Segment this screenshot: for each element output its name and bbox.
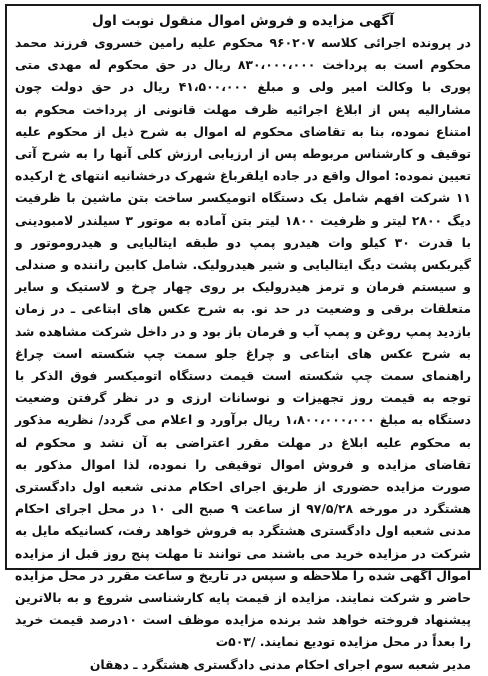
notice-body: در پرونده اجرائی کلاسه ۹۶۰۲۰۷ محکوم علیه رامین خسروی فرزند محمد محکوم است به پرداخت ۸۳۰،۰۰۰،۰۰۰ ریال در حق محکوم له مهدی متی پوری با وکالت امیر ولی و مبلغ ۴۱،۵۰۰،۰۰۰ ریال در حق دولت چون مشارالیه پس از ابلاغ اجرائیه ظرف مهلت قانونی از پرداخت محکوم به امتناع نموده، بنا به تقاضای محکوم له اموال به شرح ذیل از محکوم علیه توقیف و کارشناس مربوطه پس از ارزیابی ارزش کلی آنها را به شرح آتی تعیین نموده: اموال واقع در جاده ایلقرباغ شهرک درخشانیه انتهای خ ارکیده ۱۱ شرکت افهم شامل یک دستگاه اتومیکسر ساخت بتن ماشین با ظرفیت دیگ ۲۸۰۰ لیتر و ظرفیت ۱۸۰۰ لیتر بتن آماده به موتور ۳ سیلندر لامبودینی با قدرت ۳۰ کیلو وات هیدرو پمپ دو طبقه ایتالیایی و هیدروموتور و گیربکس پشت دیگ ایتالیایی و شیر هیدرولیک. شامل کابین راننده و صندلی و سیستم فرمان و ترمز هیدرولیک بر روی چهار چرخ و لاستیک و سایر متعلقات برقی و وضعیت در حد نو. به شرح عکس های ابتاعی ـ در زمان بازدید پمپ روغن و پمپ آب و فرمان باز بود و در داخل شرکت مشاهده شد به شرح عکس های ابتاعی و چراغ جلو سمت چپ شکسته است چراغ راهنمای سمت چپ شکسته است قیمت دستگاه اتومیکسر فوق الذکر با توجه به قیمت روز تجهیزات و نوسانات ارزی و در نظر گرفتن وضعیت دستگاه به مبلغ ۱،۸۰۰،۰۰۰،۰۰۰ ریال برآورد و اعلام می گردد/ نظریه مذکور به محکوم علیه ابلاغ در مهلت مقرر اعتراضی به آن نشد و محکوم له تقاضای مزایده و فروش اموال توقیفی را نموده، لذا اموال مذکور به صورت مزایده حضوری از طریق اجرای احکام مدنی شعبه اول دادگستری هشتگرد در مورخه ۹۷/۵/۲۸ از ساعت ۹ صبح الی ۱۰ در محل اجرای احکام مدنی شعبه اول دادگستری هشتگرد به فروش خواهد رفت، کسانیکه مایل به شرکت در مزایده خرید می باشند می توانند تا مهلت پنج روز قبل از مزایده اموال آگهی شده را ملاحظه و سپس در تاریخ و ساعت مقرر در محل مزایده حاضر و شرکت نمایند. مزایده از قیمت پایه کارشناسی شروع و به بالاترین پیشنهاد فروخته خواهد شد برنده مزایده موظف است ۱۰درصد قیمت خرید را بعداً در محل مزایده تودیع نمایند. /۵۰۳ت — [15, 35, 472, 650]
notice-signature: مدیر شعبه سوم اجرای احکام مدنی دادگستری هشتگرد ـ دهقان — [89, 656, 471, 672]
auction-notice — [5, 4, 481, 672]
notice-title: آگهی مزایده و فروش اموال منقول نوبت اول — [92, 13, 394, 29]
